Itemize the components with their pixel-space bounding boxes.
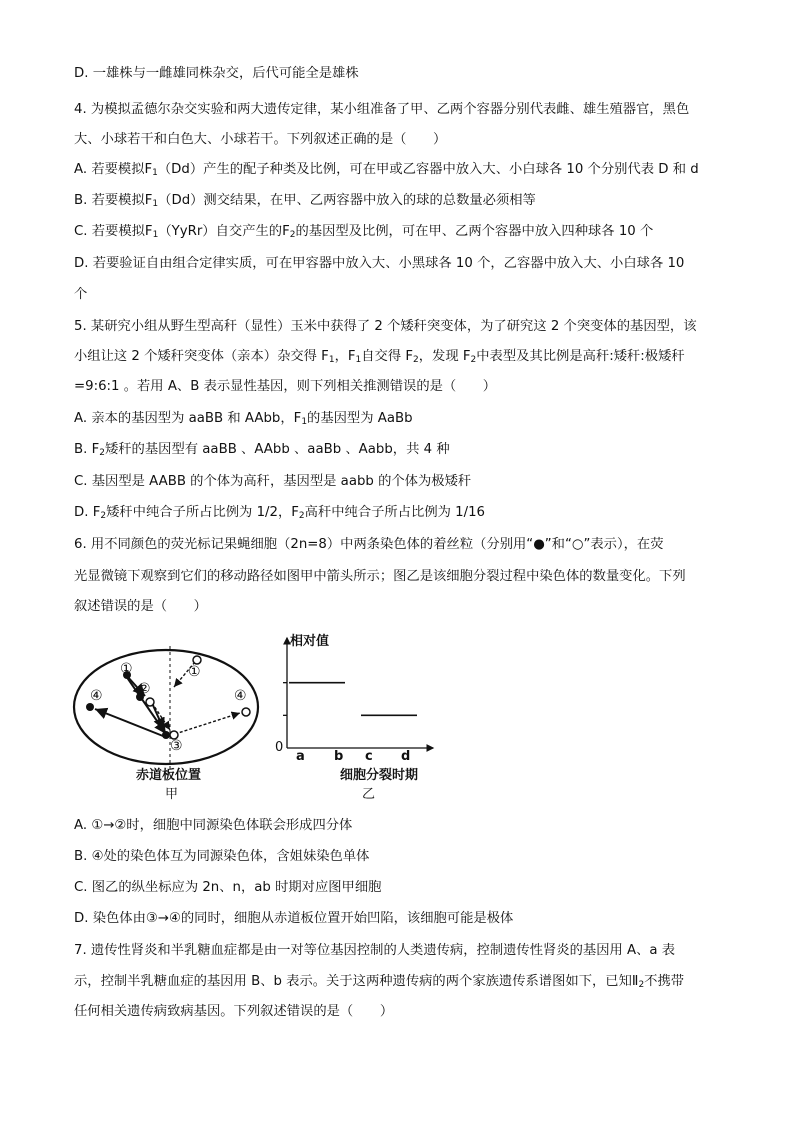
yi-tick-a: a [296, 749, 305, 764]
q4-option-a: A. 若要模拟$F_1(Dd)$产生的配子种类及比例，可在甲或乙容器中放入大、小白球各 10 个分别代表 D 和 d [74, 162, 699, 178]
black-centromere [162, 731, 170, 739]
q4-option-d-cont: 个 [74, 287, 88, 302]
q7-stem-line2: 示，控制半乳糖血症的基因用 B、b 表示。关于这两种遗传病的两个家族遗传系谱图如下，已知$Ⅱ_2$不携带 [74, 974, 685, 990]
jia-label: 甲 [165, 787, 179, 802]
black-centromere [86, 703, 94, 711]
white-centromere [242, 708, 250, 716]
q6-option-c: C. 图乙的纵坐标应为 2n、n，ab 时期对应图甲细胞 [74, 880, 382, 895]
q6-stem-line2: 光显微镜下观察到它们的移动路径如图甲中箭头所示；图乙是该细胞分裂过程中染色体的数量变化。下列 [74, 569, 686, 584]
q5-option-d: D. $F_2$矮秆中纯合子所占比例为 1/2，$F_2$高秆中纯合子所占比例为 1/16 [74, 505, 486, 521]
mark-1-white: ① [188, 664, 201, 680]
q6-stem-line1: 6. 用不同颜色的荧光标记果蝇细胞（2n=8）中两条染色体的着丝粒（分别用“●”和“○”表示），在荧 [74, 537, 664, 552]
q7-stem-line1: 7. 遗传性肾炎和半乳糖血症都是由一对等位基因控制的人类遗传病，控制遗传性肾炎的基因用 A、a 表 [74, 943, 676, 958]
yi-label: 乙 [362, 787, 376, 802]
q4-option-d: D. 若要验证自由组合定律实质，可在甲容器中放入大、小黑球各 10 个，乙容器中放入大、小白球各 10 [74, 256, 685, 271]
mark-3: ③ [170, 738, 183, 754]
yi-tick-c: c [365, 749, 373, 764]
yi-ylabel: 相对值 [290, 634, 330, 649]
mark-4-right: ④ [234, 688, 247, 704]
q5-stem-line3: =9:6:1 。若用 A、B 表示显性基因，则下列相关推测错误的是（ ） [74, 379, 497, 394]
figure-yi-chart [275, 632, 445, 762]
q6-option-a: A. ①→②时，细胞中同源染色体联会形成四分体 [74, 818, 353, 833]
q7-stem-line3: 任何相关遗传病致病基因。下列叙述错误的是（ ） [74, 1004, 394, 1019]
q5-option-b: B. $F_2$矮秆的基因型有 aaBB 、AAbb 、aaBb 、Aabb，共 4 种 [74, 442, 450, 458]
q5-stem-line1: 5. 某研究小组从野生型高秆（显性）玉米中获得了 2 个矮秆突变体，为了研究这 2 个突变体的基因型，该 [74, 319, 697, 334]
q5-option-a: A. 亲本的基因型为 aaBB 和 AAbb，$F_1$的基因型为 AaBb [74, 411, 413, 427]
q5-option-c: C. 基因型是 AABB 的个体为高秆，基因型是 aabb 的个体为极矮秆 [74, 474, 472, 489]
q4-option-b: B. 若要模拟$F_1(Dd)$测交结果，在甲、乙两容器中放入的球的总数量必须相等 [74, 193, 536, 209]
yi-origin: 0 [275, 740, 284, 755]
q6-option-b: B. ④处的染色体互为同源染色体，含姐妹染色单体 [74, 849, 370, 864]
yi-tick-d: d [401, 749, 411, 764]
q6-option-d: D. 染色体由③→④的同时，细胞从赤道板位置开始凹陷，该细胞可能是极体 [74, 911, 514, 926]
q4-stem-line2: 大、小球若干和白色大、小球若干。下列叙述正确的是（ ） [74, 132, 447, 147]
mark-4-left: ④ [90, 688, 103, 704]
white-centromere [146, 698, 154, 706]
yi-xlabel: 细胞分裂时期 [340, 768, 419, 783]
yi-tick-b: b [334, 749, 344, 764]
mark-1-black: ① [120, 661, 133, 677]
q4-option-c: C. 若要模拟$F_1(YyRr)$自交产生的$F_2$的基因型及比例，可在甲、乙两个容器中放入四种球各 10 个 [74, 224, 654, 240]
q4-stem-line1: 4. 为模拟孟德尔杂交实验和两大遗传定律，某小组准备了甲、乙两个容器分别代表雌、雄生殖器官，黑色 [74, 102, 690, 117]
figure-6 [70, 630, 450, 805]
q5-stem-line2: 小组让这 2 个矮秆突变体（亲本）杂交得 $F_1$，$F_1$自交得 $F_2$，发现 $F_2$中表型及其比例是高秆:矮秆:极矮秆 [74, 349, 685, 365]
cell-outline [74, 650, 258, 764]
q6-stem-line3: 叙述错误的是（ ） [74, 599, 207, 614]
jia-caption: 赤道板位置 [136, 768, 202, 783]
option-3d: D. 一雄株与一雌雄同株杂交，后代可能全是雄株 [74, 66, 359, 81]
white-centromere [193, 656, 201, 664]
mark-2: ② [138, 681, 151, 697]
